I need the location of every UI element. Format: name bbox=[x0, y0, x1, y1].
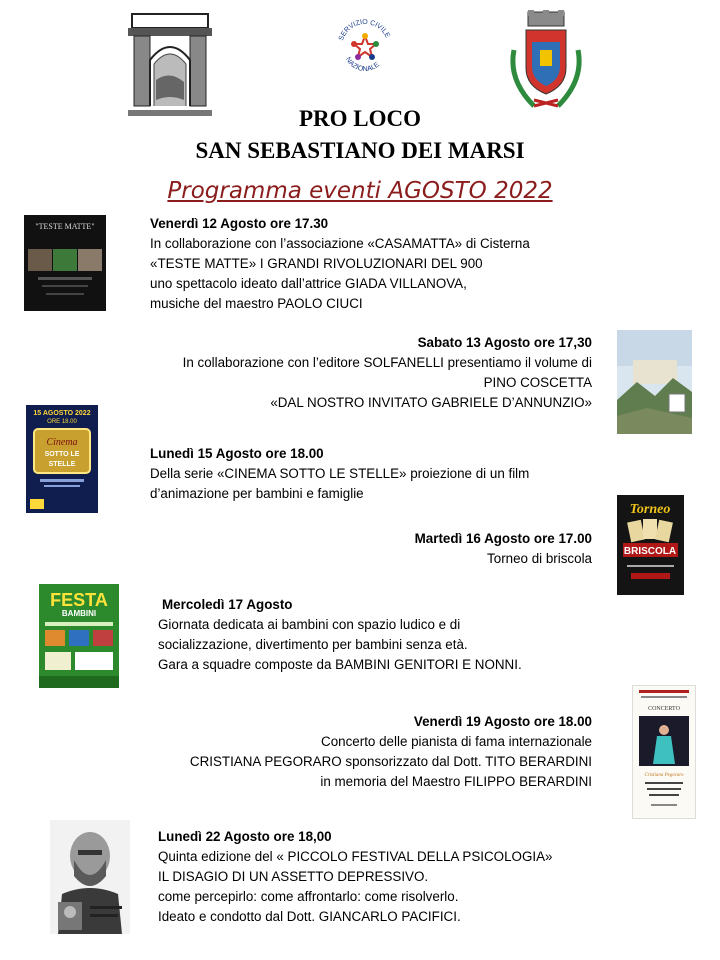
arch-logo bbox=[126, 10, 214, 120]
event-3-line: Della serie «CINEMA SOTTO LE STELLE» proiezione di un film bbox=[150, 466, 530, 481]
poster-concerto-pegoraro bbox=[632, 685, 696, 819]
event-1 bbox=[150, 214, 610, 314]
event-5-line: Giornata dedicata ai bambini con spazio ludico e di bbox=[158, 617, 461, 632]
event-7-line: Ideato e condotto dal Dott. GIANCARLO PACIFICI. bbox=[158, 909, 461, 924]
poster-pegoraro-name: Cristiana Pegoraro bbox=[644, 773, 684, 778]
org-title-line1: PRO LOCO bbox=[298, 106, 422, 131]
event-1-line: In collaborazione con l’associazione «CASAMATTA» di Cisterna bbox=[150, 236, 530, 251]
event-1-line: musiche del maestro PAOLO CIUCI bbox=[150, 296, 363, 311]
program-title: Programma eventi AGOSTO 2022 bbox=[167, 178, 553, 204]
event-2-line: In collaborazione con l’editore SOLFANELLI presentiamo il volume di bbox=[182, 355, 592, 370]
event-7-heading: Lunedì 22 Agosto ore 18,00 bbox=[158, 829, 332, 844]
event-1-heading: Venerdì 12 Agosto ore 17.30 bbox=[150, 216, 329, 231]
event-3 bbox=[150, 444, 610, 504]
event-5-line: socializzazione, divertimento per bambini senza età. bbox=[158, 637, 468, 652]
municipal-coat-of-arms bbox=[504, 10, 588, 114]
poster-festa-word: FESTA bbox=[50, 590, 108, 610]
servizio-civile-logo bbox=[332, 14, 398, 80]
event-4-line: Torneo di briscola bbox=[487, 551, 592, 566]
poster-torneo-word: Torneo bbox=[629, 502, 671, 517]
event-3-line: d’animazione per bambini e famiglie bbox=[150, 486, 364, 501]
event-2-line: «DAL NOSTRO INVITATO GABRIELE D’ANNUNZIO» bbox=[270, 395, 592, 410]
poster-cinema-stelle: STELLE bbox=[48, 461, 76, 468]
event-4-heading: Martedì 16 Agosto ore 17.00 bbox=[414, 531, 592, 546]
event-3-heading: Lunedì 15 Agosto ore 18.00 bbox=[150, 446, 324, 461]
poster-briscola-word: BRISCOLA bbox=[623, 546, 677, 557]
poster-freud-psicologia bbox=[50, 820, 130, 934]
event-7 bbox=[158, 827, 618, 927]
poster-teste-matte-title: "TESTE MATTE" bbox=[35, 222, 95, 231]
poster-cinema-word: Cinema bbox=[46, 437, 78, 448]
svg-text:SERVIZIO CIVILE: SERVIZIO CIVILE bbox=[338, 18, 391, 42]
poster-torneo-briscola bbox=[617, 495, 684, 595]
event-6-line: Concerto delle pianista di fama internazionale bbox=[321, 734, 592, 749]
event-1-line: uno spettacolo ideato dall’attrice GIADA VILLANOVA, bbox=[150, 276, 467, 291]
event-6-heading: Venerdì 19 Agosto ore 18.00 bbox=[413, 714, 592, 729]
event-4 bbox=[280, 529, 592, 569]
poster-concerto-word: CONCERTO bbox=[648, 706, 680, 712]
org-title-line2: SAN SEBASTIANO DEI MARSI bbox=[195, 138, 525, 163]
event-7-line: come percepirlo: come affrontarlo: come risolverlo. bbox=[158, 889, 459, 904]
poster-bambini-word: BAMBINI bbox=[61, 609, 97, 618]
poster-cinema-sotto: SOTTO LE bbox=[44, 451, 80, 458]
event-1-line: «TESTE MATTE» I GRANDI RIVOLUZIONARI DEL 900 bbox=[150, 256, 483, 271]
event-7-line: Quinta edizione del « PICCOLO FESTIVAL DELLA PSICOLOGIA» bbox=[158, 849, 553, 864]
event-5-heading: Mercoledì 17 Agosto bbox=[162, 597, 293, 612]
poster-cinema-date: 15 AGOSTO 2022 bbox=[33, 410, 91, 417]
poster-cinema-time: ORE 18.00 bbox=[47, 419, 77, 425]
event-6-line: CRISTIANA PEGORARO sponsorizzato dal Dott. TITO BERARDINI bbox=[189, 754, 592, 769]
poster-cinema-sotto-le-stelle bbox=[26, 405, 98, 513]
event-6 bbox=[130, 712, 592, 792]
event-5 bbox=[158, 595, 618, 675]
event-7-line: IL DISAGIO DI UN ASSETTO DEPRESSIVO. bbox=[158, 869, 429, 884]
event-5-line: Gara a squadre composte da BAMBINI GENITORI E NONNI. bbox=[158, 657, 522, 672]
event-2-heading: Sabato 13 Agosto ore 17,30 bbox=[417, 335, 592, 350]
poster-dannunzio-book bbox=[617, 330, 692, 434]
event-2 bbox=[110, 333, 592, 413]
poster-festa-bambini bbox=[39, 584, 119, 688]
svg-text:NAZIONALE: NAZIONALE bbox=[344, 56, 381, 74]
poster-teste-matte bbox=[24, 215, 106, 311]
event-2-line: PINO COSCETTA bbox=[483, 375, 592, 390]
event-6-line: in memoria del Maestro FILIPPO BERARDINI bbox=[320, 774, 592, 789]
